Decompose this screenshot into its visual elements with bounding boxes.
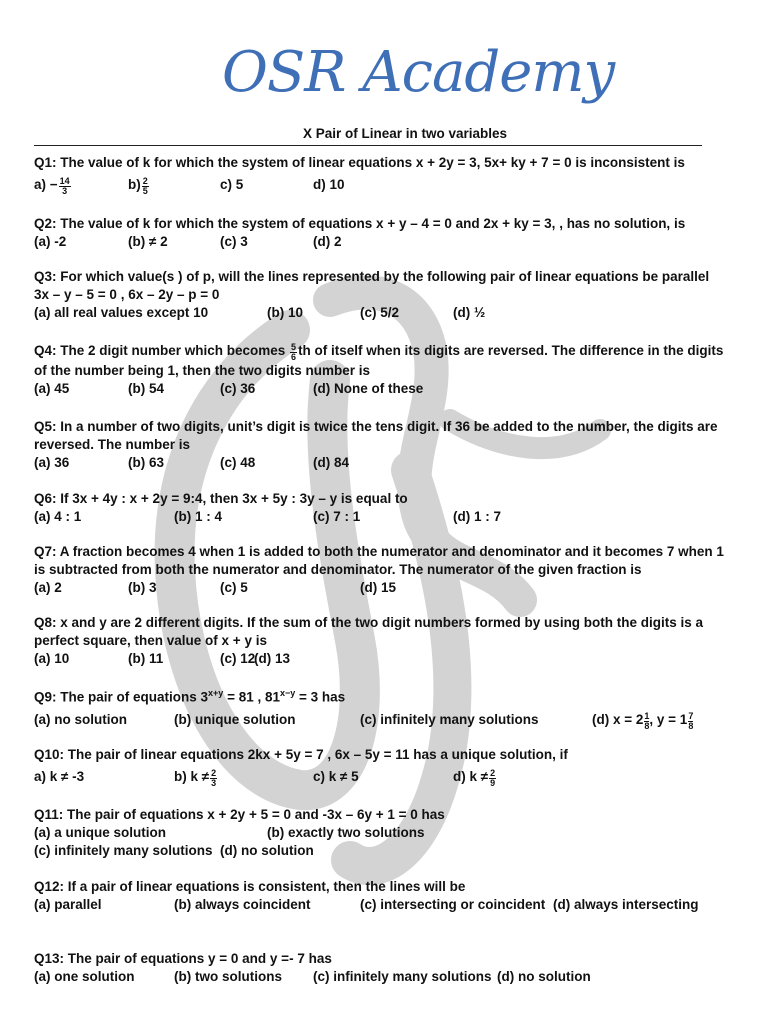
question-1-option-c: c) 5	[220, 177, 244, 192]
question-3-option-b: (b) 10	[267, 305, 304, 320]
question-6-options	[34, 508, 734, 526]
question-1-options	[34, 176, 734, 194]
question-8-text: Q8: x and y are 2 different digits. If the sum of the two digit numbers formed by using both the digits is a	[34, 615, 704, 630]
question-7	[34, 543, 734, 597]
question-12-text: Q12: If a pair of linear equations is consistent, then the lines will be	[34, 879, 466, 894]
question-12	[34, 878, 734, 914]
question-6-option-d: (d) 1 : 7	[453, 509, 502, 524]
question-2-option-c: (c) 3	[220, 234, 248, 249]
question-9-text: Q9: The pair of equations $3^{x+y} = 81$ , $81^{x-y} = 3$ has	[34, 688, 346, 705]
question-7-option-a: (a) 2	[34, 580, 62, 595]
question-11-option-a: (a) a unique solution	[34, 825, 166, 840]
question-9-option-c: (c) infinitely many solutions	[360, 711, 539, 727]
question-9-options	[34, 711, 734, 729]
question-3-option-a: (a) all real values except 10	[34, 305, 209, 320]
question-7-text-line2: is subtracted from both the numerator and denominator. The numerator of the given fraction is	[34, 562, 642, 577]
question-5-options	[34, 454, 734, 472]
question-3-equations: 3x – y – 5 = 0 , 6x – 2y – p = 0	[34, 287, 220, 302]
question-13-option-b: (b) two solutions	[174, 969, 282, 984]
question-8-option-d: (d) 13	[254, 651, 291, 666]
question-6-option-b: (b) 1 : 4	[174, 509, 223, 524]
question-2-option-d: (d) 2	[313, 234, 342, 249]
question-1-text: Q1: The value of k for which the system of linear equations x + 2y = 3, 5x+ ky + 7 = 0 is inconsistent is	[34, 155, 685, 170]
question-12-option-b: (b) always coincident	[174, 897, 311, 912]
question-2-option-b: (b) ≠ 2	[128, 234, 168, 249]
question-8-option-b: (b) 11	[128, 651, 164, 666]
question-13-option-a: (a) one solution	[34, 969, 135, 984]
question-11-option-d: (d) no solution	[220, 843, 314, 858]
question-5-option-b: (b) 63	[128, 455, 165, 470]
question-10-option-b: b) k ≠ $\frac{2}{3}$	[174, 768, 217, 788]
question-5-text: Q5: In a number of two digits, unit’s digit is twice the tens digit. If 36 be added to the number, the digits are	[34, 419, 718, 434]
question-6	[34, 490, 734, 526]
question-11-option-b: (b) exactly two solutions	[267, 825, 425, 840]
question-13-text: Q13: The pair of equations y = 0 and y =- 7 has	[34, 951, 332, 966]
question-11	[34, 806, 734, 860]
question-6-option-c: (c) 7 : 1	[313, 509, 361, 524]
question-10-options	[34, 768, 734, 786]
question-12-option-d: (d) always intersecting	[553, 897, 699, 912]
question-2	[34, 215, 734, 251]
question-9-option-b: (b) unique solution	[174, 711, 296, 727]
question-3-option-d: (d) ½	[453, 305, 486, 320]
question-4-option-d: (d) None of these	[313, 381, 424, 396]
question-10	[34, 746, 734, 786]
question-13	[34, 950, 734, 986]
question-7-option-c: (c) 5	[220, 580, 248, 595]
question-11-text: Q11: The pair of equations x + 2y + 5 = 0 and -3x – 6y + 1 = 0 has	[34, 807, 445, 822]
question-9-option-d: (d) x = 2 $\frac{1}{8}$ , y = 1 $\frac{7}{8}$	[592, 710, 694, 731]
question-1-option-d: d) 10	[313, 177, 345, 192]
question-13-options	[34, 968, 734, 986]
question-3	[34, 268, 734, 322]
question-12-option-c: (c) intersecting or coincident	[360, 897, 546, 912]
question-5-option-d: (d) 84	[313, 455, 350, 470]
question-11-options-row1	[34, 824, 734, 842]
question-3-text: Q3: For which value(s ) of p, will the lines represented by the following pair of linear equations be parallel	[34, 269, 710, 284]
question-2-option-a: (a) -2	[34, 234, 67, 249]
question-5-option-a: (a) 36	[34, 455, 70, 470]
title-rule	[34, 145, 702, 146]
question-4	[34, 342, 734, 398]
question-8-option-c: (c) 12	[220, 651, 256, 666]
question-6-text: Q6: If 3x + 4y : x + 2y = 9:4, then 3x + 5y : 3y – y is equal to	[34, 491, 408, 506]
question-3-option-c: (c) 5/2	[360, 305, 400, 320]
question-4-text: Q4: The 2 digit number which becomes $\frac{5}{6}$ th of itself when its digits are reversed. The difference in the digits	[34, 342, 724, 362]
question-11-options-row2	[34, 842, 734, 860]
question-10-option-d: d) k ≠ $\frac{2}{9}$	[453, 768, 496, 788]
question-6-option-a: (a) 4 : 1	[34, 509, 82, 524]
question-11-option-c: (c) infinitely many solutions	[34, 843, 213, 858]
osr-academy-logo: OSR Academy	[222, 40, 615, 105]
question-7-option-d: (d) 15	[360, 580, 397, 595]
question-8	[34, 614, 734, 668]
question-3-options	[34, 304, 734, 322]
question-7-option-b: (b) 3	[128, 580, 157, 595]
question-10-text: Q10: The pair of linear equations 2kx + 5y = 7 , 6x – 5y = 11 has a unique solution, if	[34, 747, 568, 762]
question-4-option-b: (b) 54	[128, 381, 165, 396]
question-8-option-a: (a) 10	[34, 651, 70, 666]
question-13-option-d: (d) no solution	[497, 969, 591, 984]
question-5-text-line2: reversed. The number is	[34, 437, 191, 452]
question-10-option-c: c) k ≠ 5	[313, 769, 359, 784]
question-2-options	[34, 233, 734, 251]
question-4-option-c: (c) 36	[220, 381, 256, 396]
question-10-option-a: a) k ≠ -3	[34, 769, 85, 784]
question-7-text: Q7: A fraction becomes 4 when 1 is added to both the numerator and denominator and it becomes 7 when 1	[34, 544, 724, 559]
question-12-options	[34, 896, 734, 914]
question-4-text-line2: of the number being 1, then the two digits number is	[34, 363, 371, 378]
question-2-text: Q2: The value of k for which the system of equations x + y – 4 = 0 and 2x + ky = 3, , has no solution, is	[34, 216, 686, 231]
question-4-option-a: (a) 45	[34, 381, 70, 396]
question-5	[34, 418, 734, 472]
question-12-option-a: (a) parallel	[34, 897, 102, 912]
question-5-option-c: (c) 48	[220, 455, 256, 470]
question-7-options	[34, 579, 734, 597]
question-9-option-a: (a) no solution	[34, 711, 127, 727]
document-title: X Pair of Linear in two variables	[300, 126, 510, 141]
question-1-option-b: b) $\frac{2}{5}$	[128, 176, 148, 196]
question-4-options	[34, 380, 734, 398]
question-9	[34, 684, 734, 729]
question-1-option-a: a) − $\frac{14}{3}$	[34, 176, 70, 196]
question-8-text-line2: perfect square, then value of x + y is	[34, 633, 267, 648]
question-13-option-c: (c) infinitely many solutions	[313, 969, 492, 984]
question-1	[34, 154, 734, 194]
question-8-options	[34, 650, 734, 668]
